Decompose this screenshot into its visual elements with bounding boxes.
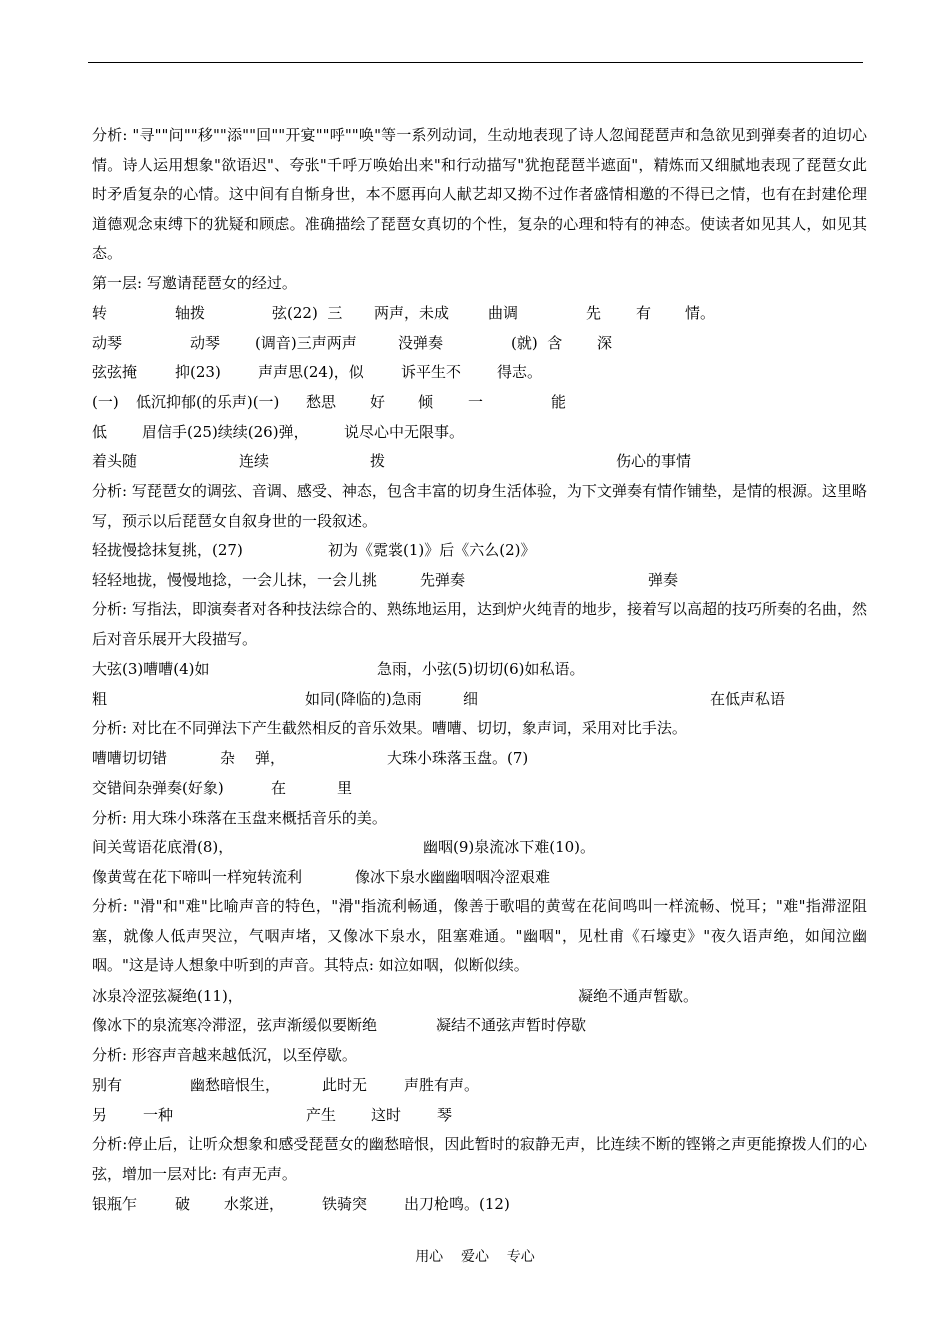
gloss-text: 倾	[418, 393, 434, 411]
gloss-text: 产生	[306, 1106, 337, 1124]
verse-text: 抑(23)	[175, 363, 221, 381]
gloss-line-9	[0, 1101, 950, 1131]
gloss-line-7	[0, 863, 950, 893]
verse-line-4	[0, 536, 950, 566]
verse-text: 情。	[685, 304, 716, 322]
gloss-text: 如同(降临的)急雨	[305, 690, 422, 708]
gloss-text: 凝结不通弦声暂时停歇	[436, 1016, 587, 1034]
analysis-paragraph-8: 分析:停止后，让听众想象和感受琵琶女的幽愁暗恨，因此暂时的寂静无声，比连续不断的铿锵之声更能撩拨人们的心弦，增加一层对比: 有声无声。	[92, 1135, 867, 1183]
gloss-text: 好	[370, 393, 386, 411]
gloss-text: 粗	[92, 690, 108, 708]
verse-text: 幽愁暗恨生，	[190, 1076, 281, 1094]
verse-line-5	[0, 655, 950, 685]
gloss-line-4	[0, 566, 950, 596]
verse-text: 有	[636, 304, 652, 322]
verse-text: 别有	[92, 1076, 123, 1094]
verse-text: 破	[175, 1195, 191, 1213]
gloss-line-3	[0, 447, 950, 477]
gloss-text: 像黄莺在花下啼叫一样宛转流利	[92, 868, 303, 886]
gloss-text: 这时	[371, 1106, 402, 1124]
verse-text: 嘈嘈切切错	[92, 749, 168, 767]
header-rule	[88, 62, 863, 63]
verse-text: 此时无	[322, 1076, 368, 1094]
gloss-line-6	[0, 774, 950, 804]
gloss-text: 一	[468, 393, 484, 411]
verse-text: 冰泉冷涩弦凝绝(11)，	[92, 987, 243, 1005]
verse-text: 声胜有声。	[404, 1076, 480, 1094]
gloss-line-5	[0, 685, 950, 715]
verse-text: 弦(22) 三	[272, 304, 343, 322]
gloss-text: 像冰下泉水幽幽咽咽冷涩艰难	[355, 868, 551, 886]
verse-text: 得志。	[497, 363, 543, 381]
analysis-paragraph-1: 分析: "寻""问""移""添""回""开宴""呼""唤"等一系列动词，生动地表现了诗人忽闻琵琶声和急欲见到弹奏者的迫切心情。诗人运用想象"欲语迟"、夸张"千呼万唤始出来"和行动描写"犹抱琵琶半遮面"，精炼而又细腻地表现了琵琶女此时矛盾复杂的心情。这中间有自惭身世，本不愿再向人献艺却又拗不过作者盛情相邀的不得已之情，也有在封建伦理道德观念束缚下的犹疑和顾虑。准确描绘了琵琶女真切的个性，复杂的心理和特有的神态。使读者如见其人，如见其态。	[92, 126, 867, 263]
verse-text: 弦弦掩	[92, 363, 138, 381]
verse-text: 大珠小珠落玉盘。(7)	[387, 749, 529, 767]
gloss-text: (就) 含	[511, 334, 563, 352]
verse-text: 说尽心中无限事。	[344, 423, 465, 441]
verse-text: 两声，未成	[374, 304, 450, 322]
verse-text: 大弦(3)嘈嘈(4)如	[92, 660, 210, 678]
gloss-text: 着头随	[92, 452, 138, 470]
page-footer: 用心 爱心 专心	[415, 1249, 535, 1265]
gloss-text: 另	[92, 1106, 108, 1124]
gloss-line-2	[0, 388, 950, 418]
verse-text: 转	[92, 304, 108, 322]
verse-line-9	[0, 1071, 950, 1101]
gloss-text: 像冰下的泉流寒冷滞涩，弦声渐缓似要断绝	[92, 1016, 378, 1034]
verse-text: 出刀枪鸣。(12)	[404, 1195, 510, 1213]
verse-text: 轻拢慢捻抹复挑，(27)	[92, 541, 243, 559]
verse-text: 弹，	[255, 749, 286, 767]
verse-text: 诉平生不	[401, 363, 462, 381]
verse-line-2	[0, 358, 950, 388]
gloss-line-8	[0, 1011, 950, 1041]
gloss-text: (调音)三声两声	[255, 334, 357, 352]
verse-text: 初为《霓裳(1)》后《六么(2)》	[328, 541, 536, 559]
gloss-text: (一)	[92, 393, 119, 411]
analysis-paragraph-7: 分析: 形容声音越来越低沉，以至停歇。	[92, 1046, 357, 1064]
gloss-line-1	[0, 329, 950, 359]
verse-line-10	[0, 1190, 950, 1220]
gloss-text: 动琴	[92, 334, 123, 352]
verse-line-1	[0, 299, 950, 329]
gloss-text: 在低声私语	[710, 690, 786, 708]
verse-text: 声声思(24)，似	[258, 363, 364, 381]
gloss-text: 弹奏	[648, 571, 679, 589]
analysis-paragraph-3: 分析: 写指法，即演奏者对各种技法综合的、熟练地运用，达到炉火纯青的地步，接着写以高超的技巧所奏的名曲，然后对音乐展开大段描写。	[92, 600, 867, 648]
gloss-text: 伤心的事情	[616, 452, 692, 470]
verse-line-7	[0, 833, 950, 863]
gloss-text: 深	[597, 334, 613, 352]
gloss-text: 拨	[370, 452, 386, 470]
gloss-text: 交错间杂弹奏(好象)	[92, 779, 224, 797]
analysis-paragraph-6: 分析: "滑"和"难"比喻声音的特色，"滑"指流利畅通，像善于歌唱的黄莺在花间鸣叫一样流畅、悦耳；"难"指滞涩阻塞，就像人低声哭泣，气咽声堵，又像冰下泉水，阻塞难通。"幽咽"，见杜甫《石壕吏》"夜久语声绝，如闻泣幽咽。"这是诗人想象中听到的声音。其特点: 如泣如咽，似断似续。	[92, 897, 867, 975]
verse-text: 凝绝不通声暂歇。	[578, 987, 699, 1005]
gloss-text: 琴	[437, 1106, 453, 1124]
verse-text: 眉信手(25)续续(26)弹，	[142, 423, 309, 441]
analysis-paragraph-4: 分析: 对比在不同弹法下产生截然相反的音乐效果。嘈嘈、切切，象声词，采用对比手法。	[92, 719, 687, 737]
verse-text: 银瓶乍	[92, 1195, 138, 1213]
verse-text: 先	[586, 304, 602, 322]
gloss-text: 在	[271, 779, 287, 797]
gloss-text: 一种	[143, 1106, 174, 1124]
verse-text: 铁骑突	[322, 1195, 368, 1213]
verse-text: 间关莺语花底滑(8)，	[92, 838, 234, 856]
gloss-text: 动琴	[190, 334, 221, 352]
verse-text: 杂	[220, 749, 236, 767]
verse-text: 幽咽(9)泉流冰下难(10)。	[423, 838, 596, 856]
verse-text: 急雨，小弦(5)切切(6)如私语。	[377, 660, 585, 678]
gloss-text: 愁思	[306, 393, 337, 411]
gloss-text: 里	[337, 779, 353, 797]
analysis-paragraph-2: 分析: 写琵琶女的调弦、音调、感受、神态，包含丰富的切身生活体验，为下文弹奏有情作铺垫，是情的根源。这里略写，预示以后琵琶女自叙身世的一段叙述。	[92, 482, 867, 530]
verse-line-3	[0, 418, 950, 448]
verse-line-8	[0, 982, 950, 1012]
verse-text: 低	[92, 423, 108, 441]
gloss-text: 细	[463, 690, 479, 708]
gloss-text: 连续	[239, 452, 270, 470]
verse-text: 水浆迸，	[224, 1195, 285, 1213]
layer-heading: 第一层: 写邀请琵琶女的经过。	[92, 274, 297, 292]
gloss-text: 没弹奏	[398, 334, 444, 352]
gloss-text: 先弹奏	[420, 571, 466, 589]
verse-text: 轴拨	[175, 304, 206, 322]
verse-line-6	[0, 744, 950, 774]
verse-text: 曲调	[488, 304, 519, 322]
gloss-text: 低沉抑郁(的乐声)(一)	[136, 393, 280, 411]
gloss-text: 轻轻地拢，慢慢地捻，一会儿抹，一会儿挑	[92, 571, 378, 589]
gloss-text: 能	[551, 393, 567, 411]
analysis-paragraph-5: 分析: 用大珠小珠落在玉盘来概括音乐的美。	[92, 809, 387, 827]
